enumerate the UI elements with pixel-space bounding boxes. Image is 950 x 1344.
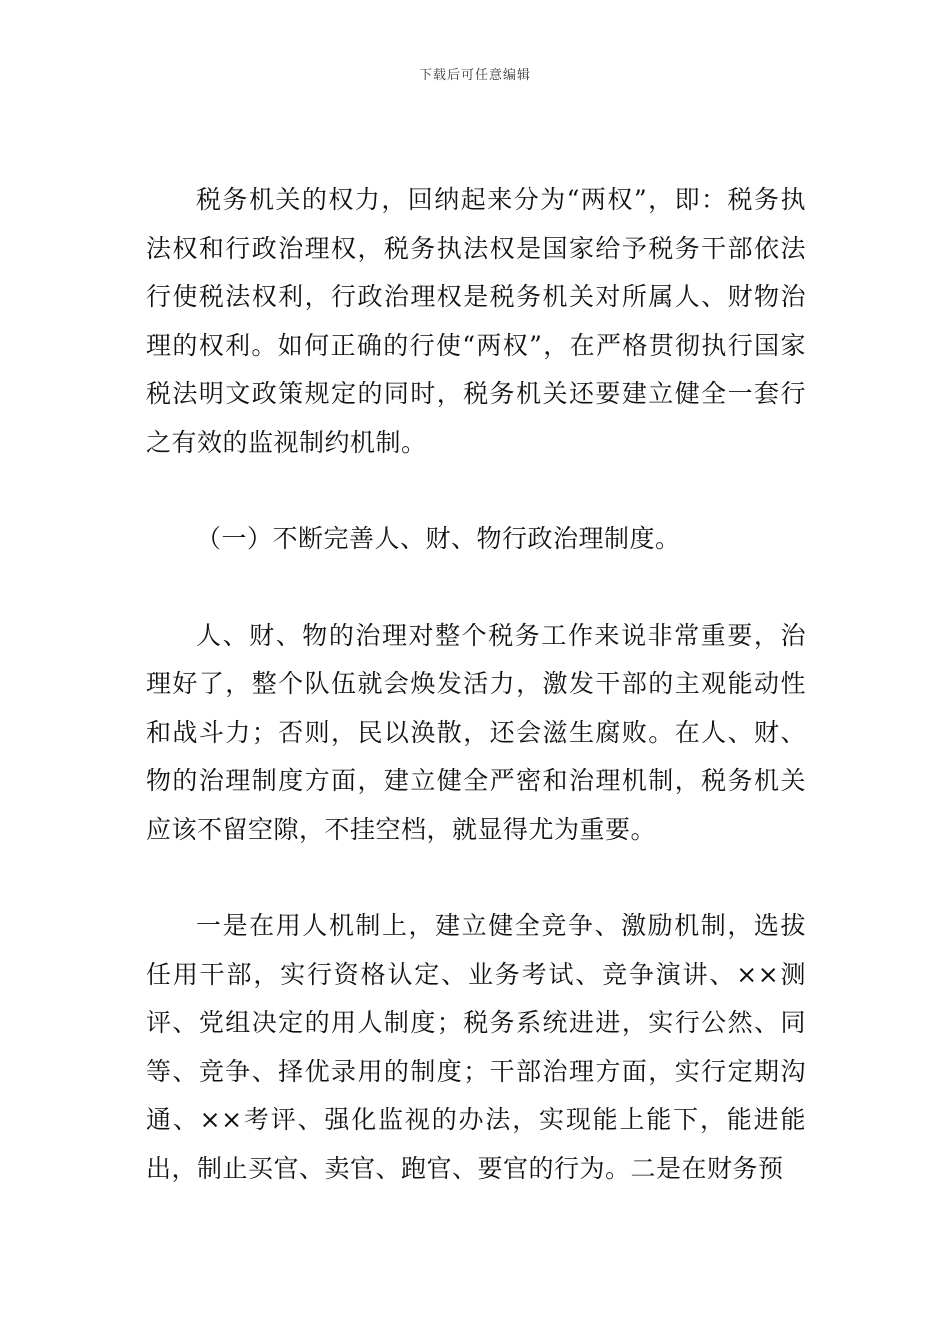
section-heading: （一）不断完善人、财、物行政治理制度。 — [196, 524, 681, 553]
paragraph-management: 人、财、物的治理对整个税务工作来说非常重要，治理好了，整个队伍就会焕发活力，激发干部的主观能动性和战斗力；否则，民以涣散，还会滋生腐败。在人、财、物的治理制度方面，建立健全严密和治理机制，税务机关应该不留空隙，不挂空档，就显得尤为重要。 — [146, 620, 806, 844]
document-body — [146, 176, 806, 1193]
page-header: 下载后可任意编辑 — [418, 68, 531, 83]
paragraph-personnel: 一是在用人机制上，建立健全竞争、激励机制，选拔任用干部，实行资格认定、业务考试、竞争演讲、××测评、党组决定的用人制度；税务系统进进，实行公然、同等、竞争、择优录用的制度；干部治理方面，实行定期沟通、××考评、强化监视的办法，实现能上能下，能进能出，制止买官、卖官、跑官、要官的行为。二是在财务预 — [146, 911, 806, 1183]
paragraph-intro: 税务机关的权力，回纳起来分为“两权”，即：税务执法权和行政治理权，税务执法权是国家给予税务干部依法行使税法权利，行政治理权是税务机关对所属人、财物治理的权利。如何正确的行使“两权”，在严格贯彻执行国家税法明文政策规定的同时，税务机关还要建立健全一套行之有效的监视制约机制。 — [146, 185, 806, 457]
